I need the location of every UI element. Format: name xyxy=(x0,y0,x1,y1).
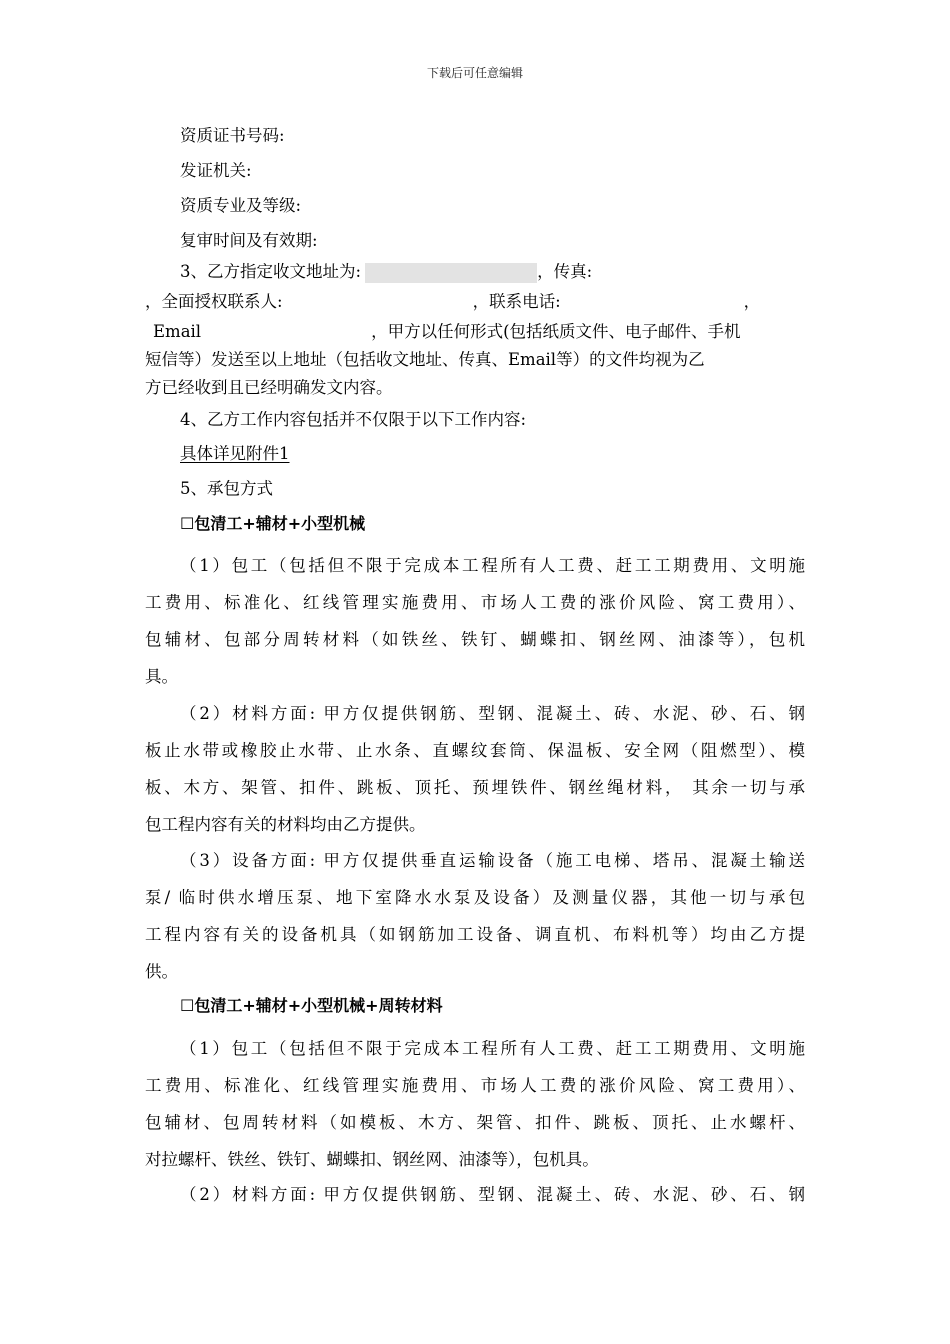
cert-number-label: 资质证书号码: xyxy=(180,126,285,145)
contact-line xyxy=(145,290,805,314)
email-line xyxy=(145,320,805,344)
option-a-p2-line: 板、木方、架管、扣件、跳板、顶托、预埋铁件、钢丝绳材料， 其余一切与承 xyxy=(145,778,805,797)
option-b-p1-line: 对拉螺杆、铁丝、铁钉、蝴蝶扣、钢丝网、油漆等），包机具。 xyxy=(145,1150,599,1169)
option-a-p3-line: （3）设备方面: 甲方仅提供垂直运输设备（施工电梯、塔吊、混凝土输送 xyxy=(180,851,805,870)
option-a-p1-line: 具。 xyxy=(145,667,178,686)
option-a-p3-line: 泵/ 临时供水增压泵、地下室降水水泵及设备）及测量仪器，其他一切与承包 xyxy=(145,888,805,907)
contact-comma: ， xyxy=(743,292,761,311)
cert-grade-label: 资质专业及等级: xyxy=(180,196,302,215)
attachment-reference: 具体详见附件1 xyxy=(180,444,290,463)
address-line xyxy=(180,260,805,284)
option-b-p1-line: 工费用、标准化、红线管理实施费用、市场人工费的涨价风险、窝工费用）、 xyxy=(145,1076,805,1095)
address-text-3: 方已经收到且已经明确发文内容。 xyxy=(145,378,393,397)
option-b-p1-line: （1）包工（包括但不限于完成本工程所有人工费、赶工工期费用、文明施 xyxy=(180,1039,805,1058)
item5-lead: 5、承包方式 xyxy=(180,479,273,498)
option-a-p2-line: （2）材料方面: 甲方仅提供钢筋、型钢、混凝土、砖、水泥、砂、石、钢 xyxy=(180,704,805,723)
contact-label: ，全面授权联系人: xyxy=(145,292,283,311)
option-a-p1-line: 工费用、标准化、红线管理实施费用、市场人工费的涨价风险、窝工费用）、 xyxy=(145,593,805,612)
address-text-2: 短信等）发送至以上地址（包括收文地址、传真、Email等）的文件均视为乙 xyxy=(145,350,705,369)
fax-label: ，传真: xyxy=(537,262,593,281)
option-a-p3-line: 供。 xyxy=(145,962,178,981)
item4-detail-link xyxy=(180,442,805,466)
option-b-p2-line: （2）材料方面: 甲方仅提供钢筋、型钢、混凝土、砖、水泥、砂、石、钢 xyxy=(180,1185,805,1204)
option-a-p1-line: （1）包工（包括但不限于完成本工程所有人工费、赶工工期费用、文明施 xyxy=(180,556,805,575)
page-header: 下载后可任意编辑 xyxy=(426,66,523,80)
option-a-p2-line: 包工程内容有关的材料均由乙方提供。 xyxy=(145,815,426,834)
item4-lead: 4、乙方工作内容包括并不仅限于以下工作内容: xyxy=(180,410,527,429)
phone-label: ，联系电话: xyxy=(472,292,561,311)
email-text: ，甲方以任何形式(包括纸质文件、电子邮件、手机 xyxy=(371,322,741,341)
email-label: Email xyxy=(153,322,202,341)
cert-review-label: 复审时间及有效期: xyxy=(180,231,318,250)
address-lead: 3、乙方指定收文地址为: xyxy=(180,262,362,281)
option-b-p1-line: 包辅材、包周转材料（如模板、木方、架管、扣件、跳板、顶托、止水螺杆、 xyxy=(145,1113,805,1132)
option-a-p3-line: 工程内容有关的设备机具（如钢筋加工设备、调直机、布料机等）均由乙方提 xyxy=(145,925,805,944)
redacted-address xyxy=(365,263,537,283)
option-a-p1-line: 包辅材、包部分周转材料（如铁丝、铁钉、蝴蝶扣、钢丝网、油漆等），包机 xyxy=(145,630,805,649)
cert-authority-label: 发证机关: xyxy=(180,161,252,180)
option-b-title: ☐包清工+辅材+小型机械+周转材料 xyxy=(180,996,443,1015)
option-a-title: ☐包清工+辅材+小型机械 xyxy=(180,514,366,533)
option-a-p2-line: 板止水带或橡胶止水带、止水条、直螺纹套筒、保温板、安全网（阻燃型）、模 xyxy=(145,741,805,760)
